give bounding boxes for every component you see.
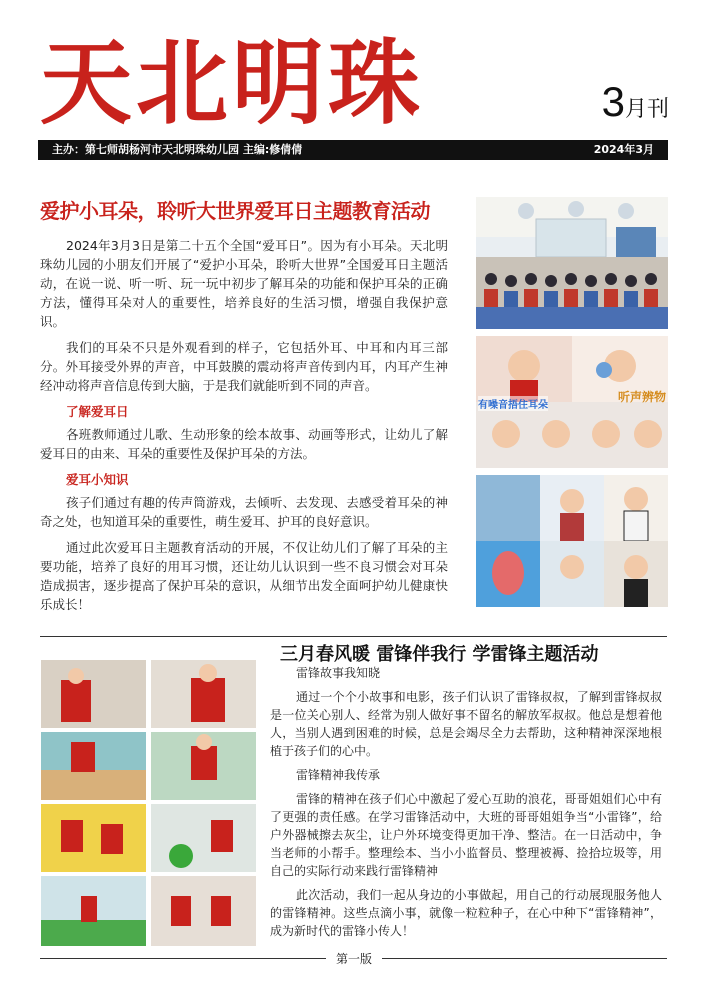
classroom-photo: [476, 197, 668, 329]
article1-paragraph: 各班教师通过儿歌、生动形象的绘本故事、动画等形式，让幼儿了解爱耳日的由来、耳朵的重要性及保护耳朵的方法。: [40, 427, 448, 461]
issue-unit: 月刊: [624, 97, 669, 122]
article1-title: 爱护小耳朵，聆听大世界爱耳日主题教育活动: [40, 199, 430, 223]
article1-paragraph: 2024年3月3日是第二十五个全国“爱耳日”。因为有小耳朵。天北明珠幼儿园的小朋友们开展了“爱护小耳朵，聆听大世界”全国爱耳日主题活动，在说一说、听一听、玩一玩中初步了解耳朵的功能和保护耳朵的正确方法，懂得耳朵对人的重要性，培养良好的生活习惯，增强自我保护意识。: [40, 238, 448, 329]
article2-paragraph: 雷锋的精神在孩子们心中激起了爱心互助的浪花，哥哥姐姐们心中有了更强的责任感。在学习雷锋活动中，大班的哥哥姐姐争当“小雷锋”，给户外器械擦去灰尘，让户外环境变得更加干净、整洁。在一日活动中，争当老师的小帮手。整理绘本、当小小监督员、整理被褥、捡拾垃圾等，用自己的实际行动来践行雷锋精神: [270, 792, 662, 878]
issue-number: 3: [601, 78, 625, 125]
article1-paragraph: 我们的耳朵不只是外观看到的样子，它包括外耳、中耳和内耳三部分。外耳接受外界的声音，中耳鼓膜的震动将声音传到内耳，内耳产生神经冲动将声音信息传到大脑，于是我们就能听到不同的声音。: [40, 340, 448, 393]
article2-subheading: 雷锋故事我知晓: [296, 666, 381, 680]
lei-feng-activity-collage: [41, 660, 256, 946]
article1-body: [40, 236, 448, 621]
article1-paragraph: 通过此次爱耳日主题教育活动的开展，不仅让幼儿们了解了耳朵的主要功能，培养了良好的用耳习惯，还让幼儿认识到一些不良习惯会对耳朵造成损害，逐步提高了保护耳朵的意识，从细节出发全面呵护幼儿健康快乐成长！: [40, 540, 448, 612]
article1-paragraph: 孩子们通过有趣的传声筒游戏，去倾听、去发现、去感受着耳朵的神奇之处，也知道耳朵的重要性，萌生爱耳、护耳的良好意识。: [40, 495, 448, 529]
footer-line-left: [40, 958, 326, 959]
article2-title: 三月春风暖 雷锋伴我行 学雷锋主题活动: [280, 644, 599, 665]
article2-subheading: 雷锋精神我传承: [296, 768, 381, 782]
article2-paragraph: 此次活动，我们一起从身边的小事做起，用自己的行动展现服务他人的雷锋精神。这些点滴小事，就像一粒粒种子，在心中种下“雷锋精神”，成为新时代的雷锋小传人！: [270, 888, 662, 938]
info-bar: [38, 140, 668, 160]
article2-body: [270, 664, 662, 946]
page-label: 第一版: [335, 952, 372, 966]
photo-caption-right: 听声辨物: [617, 390, 666, 404]
masthead-title: 天北明珠: [40, 30, 425, 137]
footer-line-right: [382, 958, 667, 959]
ear-model-collage: [476, 475, 668, 607]
article2-paragraph: 通过一个个小故事和电影，孩子们认识了雷锋叔叔，了解到雷锋叔叔是一位关心别人、经常为别人做好事不留名的解放军叔叔。他总是想着他人，当别人遇到困难的时候，总是会竭尽全力去帮助，这种精神深深地根植于孩子们的心中。: [270, 690, 662, 758]
article1-subheading: 了解爱耳日: [66, 404, 129, 419]
section-divider: [40, 636, 667, 637]
article1-subheading: 爱耳小知识: [66, 472, 129, 487]
issue-label: [602, 80, 669, 124]
publish-date: 2024年3月: [593, 143, 654, 156]
ear-protection-collage: [476, 336, 668, 468]
photo-caption-left: 有噪音捂住耳朵: [478, 396, 548, 411]
publisher-info: 主办：第七师胡杨河市天北明珠幼儿园 主编:修倩倩: [52, 143, 303, 156]
